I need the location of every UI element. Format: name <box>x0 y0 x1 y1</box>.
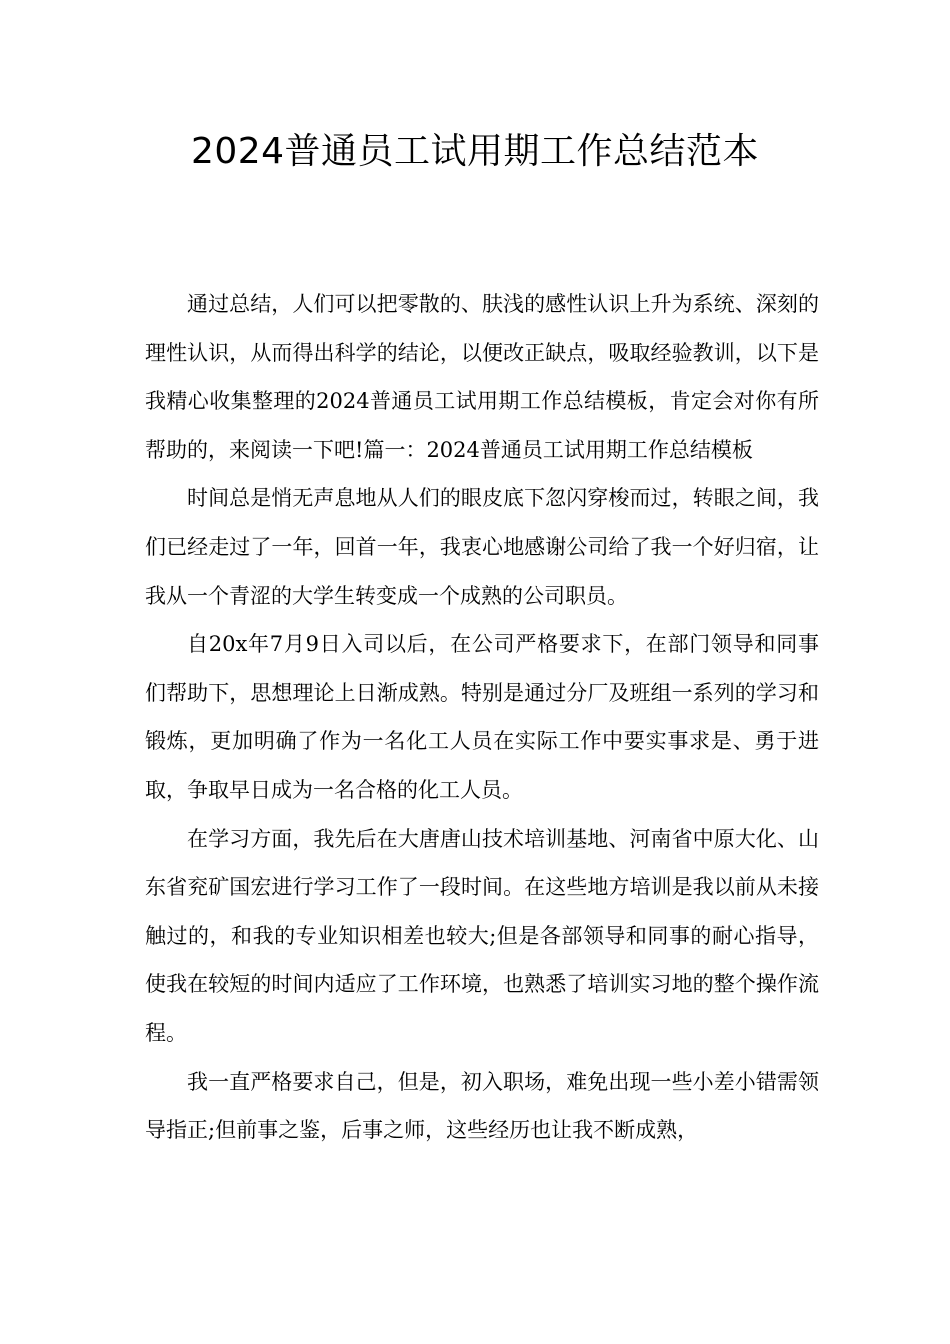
paragraph: 自20x年7月9日入司以后，在公司严格要求下，在部门领导和同事们帮助下，思想理论上日渐成熟。特别是通过分厂及班组一系列的学习和锻炼，更加明确了作为一名化工人员在实际工作中要实事求是、勇于进取，争取早日成为一名合格的化工人员。 <box>145 632 819 802</box>
document-body <box>145 280 819 1155</box>
paragraph: 在学习方面，我先后在大唐唐山技术培训基地、河南省中原大化、山东省兖矿国宏进行学习工作了一段时间。在这些地方培训是我以前从未接触过的，和我的专业知识相差也较大;但是各部领导和同事的耐心指导，使我在较短的时间内适应了工作环境，也熟悉了培训实习地的整个操作流程。 <box>145 826 819 1045</box>
document-title: 2024普通员工试用期工作总结范本 <box>190 131 760 172</box>
paragraph: 通过总结，人们可以把零散的、肤浅的感性认识上升为系统、深刻的理性认识，从而得出科学的结论，以便改正缺点，吸取经验教训，以下是我精心收集整理的2024普通员工试用期工作总结模板，肯定会对你有所帮助的，来阅读一下吧!篇一：2024普通员工试用期工作总结模板 <box>145 292 819 462</box>
paragraph: 时间总是悄无声息地从人们的眼皮底下忽闪穿梭而过，转眼之间，我们已经走过了一年，回首一年，我衷心地感谢公司给了我一个好归宿，让我从一个青涩的大学生转变成一个成熟的公司职员。 <box>145 486 819 608</box>
paragraph: 我一直严格要求自己，但是，初入职场，难免出现一些小差小错需领导指正;但前事之鉴，后事之师，这些经历也让我不断成熟， <box>145 1069 819 1143</box>
